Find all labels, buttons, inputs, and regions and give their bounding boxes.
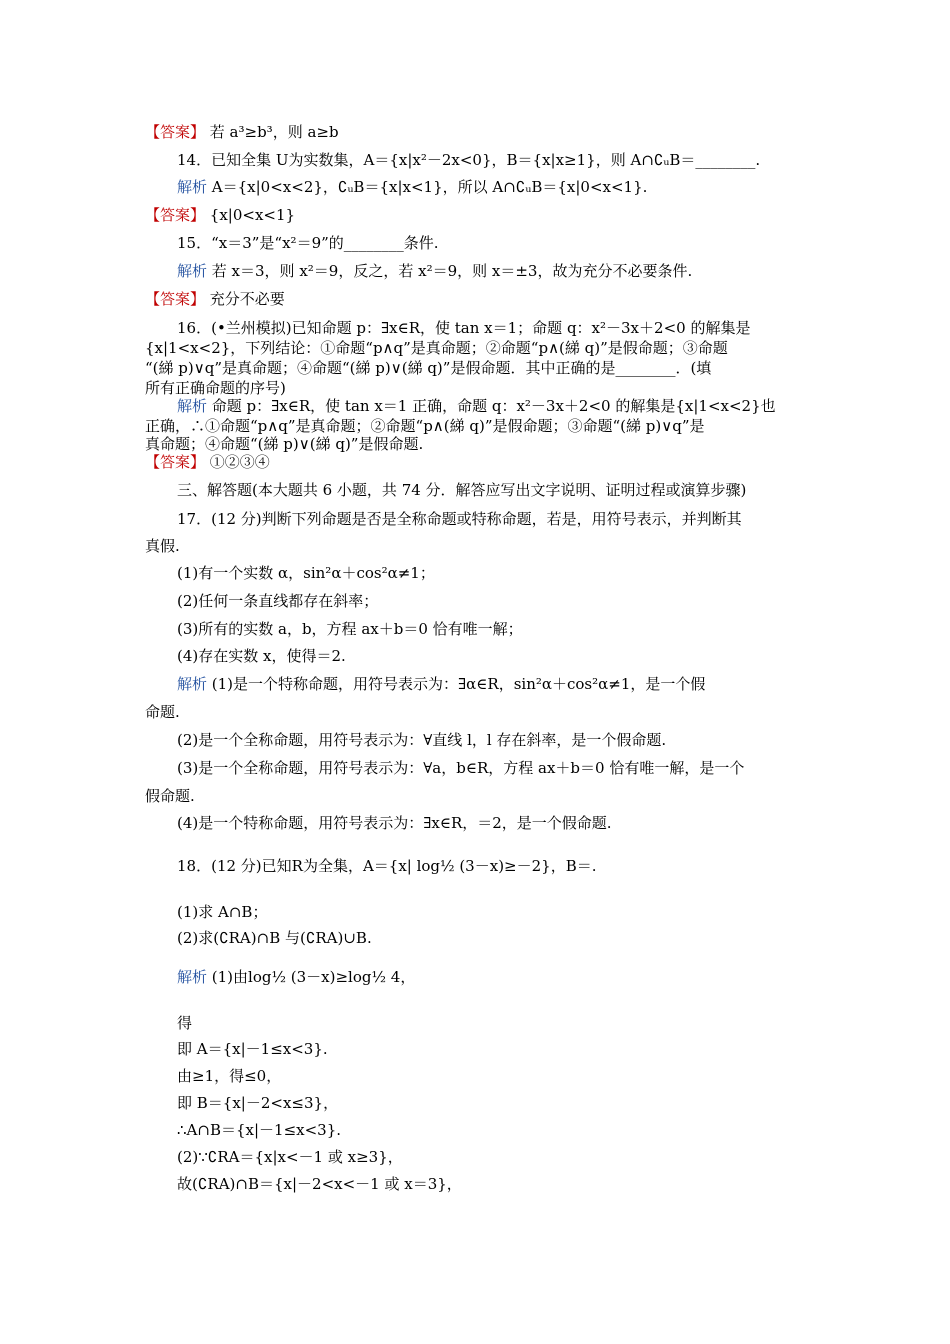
line-q16-2 (145, 338, 728, 358)
text: (2)任何一条直线都存在斜率； (177, 592, 379, 610)
line-q17-1 (177, 509, 742, 529)
line-analysis-18-6 (177, 1120, 341, 1140)
text: 18．(12 分)已知R为全集，A＝{x| log½ (3－x)≥－2}，B＝. (177, 857, 597, 875)
text: 命题. (145, 703, 180, 721)
text: (4)是一个特称命题，用符号表示为：∃x∈R，＝2，是一个假命题. (177, 814, 612, 832)
line-analysis-17-5 (145, 786, 195, 806)
line-q17-item4 (177, 646, 346, 666)
answer-tag: 【答案】 (145, 123, 206, 141)
line-analysis-17-6 (177, 813, 612, 833)
line-analysis-18-4 (177, 1066, 281, 1086)
line-analysis-17-3 (177, 730, 666, 750)
section-heading (177, 480, 746, 500)
text: 解析 (1)是一个特称命题，用符号表示为：∃α∈R，sin²α＋cos²α≠1，是一个假 (177, 675, 706, 693)
line-analysis-15 (177, 261, 692, 281)
analysis-tag: 解析 (177, 262, 208, 280)
text: ∴A∩B＝{x|－1≤x<3}. (177, 1121, 342, 1139)
answer-tag: 【答案】 (145, 206, 206, 224)
text: 14．已知全集 U为实数集，A＝{x|x²－2x<0}，B＝{x|x≥1}，则 A∩∁ᵤB＝________. (177, 151, 761, 169)
line-q17-item3 (177, 619, 523, 639)
text: 三、解答题(本大题共 6 小题，共 74 分．解答应写出文字说明、证明过程或演算步骤) (177, 481, 747, 499)
line-q14 (177, 150, 760, 170)
text: 【答案】 若 a³≥b³，则 a≥b (145, 123, 339, 141)
text: 真命题；④命题“(綈 p)∨(綈 q)”是假命题. (145, 435, 424, 453)
analysis-tag: 解析 (177, 675, 208, 693)
line-analysis-17-1 (177, 674, 705, 694)
analysis-tag: 解析 (177, 397, 208, 415)
answer-tag: 【答案】 (145, 453, 206, 471)
text: 所有正确命题的序号) (145, 379, 286, 397)
text: 故(∁RA)∩B＝{x|－2<x<－1 或 x＝3}， (177, 1175, 462, 1193)
line-analysis-14 (177, 177, 647, 197)
line-analysis-18-2 (177, 1013, 192, 1033)
line-q17-item2 (177, 591, 378, 611)
line-answer-15 (145, 289, 285, 309)
line-q17-2 (145, 536, 180, 556)
text: 即 B＝{x|－2<x≤3}， (177, 1094, 339, 1112)
text: 真假. (145, 537, 180, 555)
line-q16-3 (145, 358, 711, 378)
text: (1)求 A∩B； (177, 903, 268, 921)
text: 即 A＝{x|－1≤x<3}. (177, 1040, 328, 1058)
text: (2)∵∁RA＝{x|x<－1 或 x≥3}， (177, 1148, 403, 1166)
text: 15．“x＝3”是“x²＝9”的________条件. (177, 234, 439, 252)
line-answer-13 (145, 122, 339, 142)
text: (2)求(∁RA)∩B 与(∁RA)∪B. (177, 929, 372, 947)
analysis-tag: 解析 (177, 968, 208, 986)
text: 解析 A＝{x|0<x<2}，∁ᵤB＝{x|x<1}，所以 A∩∁ᵤB＝{x|0<x<1}. (177, 178, 648, 196)
text: (3)所有的实数 a，b，方程 ax＋b＝0 恰有唯一解； (177, 620, 523, 638)
line-analysis-18-5 (177, 1093, 338, 1113)
analysis-tag: 解析 (177, 178, 208, 196)
text: {x|1<x<2}，下列结论：①命题“p∧q”是真命题；②命题“p∧(綈 q)”是假命题；③命题 (145, 339, 728, 357)
line-analysis-18-7 (177, 1147, 403, 1167)
line-analysis-18-3 (177, 1039, 328, 1059)
line-analysis-17-2 (145, 702, 180, 722)
line-q17-item1 (177, 563, 435, 583)
text: 解析 若 x＝3，则 x²＝9，反之，若 x²＝9，则 x＝±3，故为充分不必要条件. (177, 262, 693, 280)
text: (1)有一个实数 α，sin²α＋cos²α≠1； (177, 564, 435, 582)
text: 16．(•兰州模拟)已知命题 p：∃x∈R，使 tan x＝1；命题 q：x²－3x＋2<0 的解集是 (177, 319, 751, 337)
line-analysis-17-4 (177, 758, 744, 778)
line-analysis-16-1 (177, 396, 776, 416)
line-analysis-18-1 (177, 967, 415, 987)
text: “(綈 p)∨q”是真命题；④命题“(綈 p)∨(綈 q)”是假命题．其中正确的是________．(填 (145, 359, 712, 377)
text: 得 (177, 1014, 193, 1032)
text: 解析 命题 p：∃x∈R，使 tan x＝1 正确，命题 q：x²－3x＋2<0 的解集是{x|1<x<2}也 (177, 397, 776, 415)
line-answer-14 (145, 205, 295, 225)
line-analysis-16-3 (145, 434, 423, 454)
text: 解析 (1)由log½ (3－x)≥log½ 4， (177, 968, 416, 986)
line-q16-1 (177, 318, 750, 338)
text: 正确，∴①命题“p∧q”是真命题；②命题“p∧(綈 q)”是假命题；③命题“(綈 p)∨q”是 (145, 417, 705, 435)
text: 17．(12 分)判断下列命题是否是全称命题或特称命题，若是，用符号表示，并判断其 (177, 510, 742, 528)
text: 由≥1，得≤0， (177, 1067, 282, 1085)
line-q18-item2 (177, 928, 372, 948)
line-answer-16 (145, 452, 270, 472)
answer-tag: 【答案】 (145, 290, 206, 308)
text: 【答案】 ①②③④ (145, 453, 270, 471)
line-q16-4 (145, 378, 286, 398)
line-q18 (177, 856, 597, 876)
text: 【答案】 {x|0<x<1} (145, 206, 296, 224)
text: (3)是一个全称命题，用符号表示为：∀a，b∈R，方程 ax＋b＝0 恰有唯一解，是一个 (177, 759, 745, 777)
text: (4)存在实数 x，使得＝2. (177, 647, 346, 665)
line-q18-item1 (177, 902, 267, 922)
line-q15 (177, 233, 439, 253)
text: 【答案】 充分不必要 (145, 290, 285, 308)
text: 假命题. (145, 787, 195, 805)
text: (2)是一个全称命题，用符号表示为：∀直线 l，l 存在斜率，是一个假命题. (177, 731, 667, 749)
line-analysis-16-2 (145, 416, 705, 436)
line-analysis-18-8 (177, 1174, 462, 1194)
